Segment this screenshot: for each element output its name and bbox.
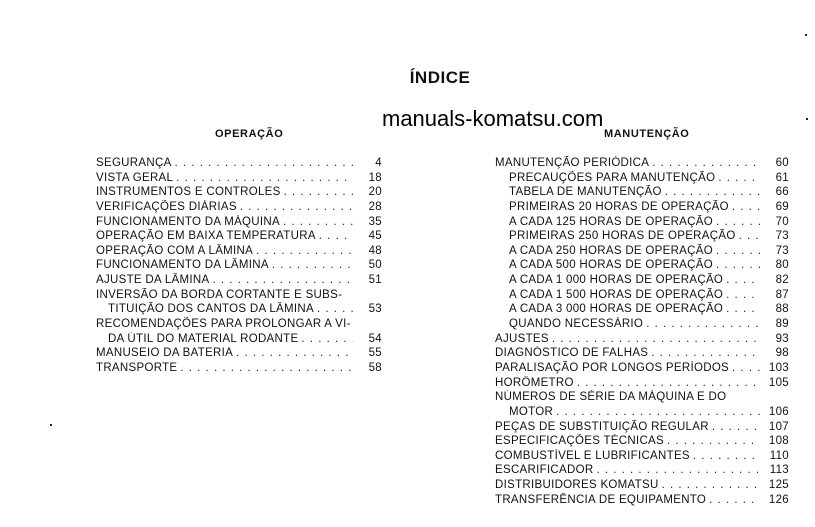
watermark-text: manuals-komatsu.com: [382, 106, 604, 131]
toc-entry-label: TRANSPORTE: [96, 361, 178, 374]
toc-entry[interactable]: [96, 171, 382, 186]
toc-entry[interactable]: [96, 332, 382, 347]
toc-entry-label: TABELA DE MANUTENÇÃO: [509, 186, 662, 199]
toc-entry-label: MANUSEIO DA BATERIA: [96, 347, 234, 360]
leader-dots: [577, 376, 760, 391]
leader-dots: [283, 215, 353, 230]
toc-entry[interactable]: [495, 478, 789, 493]
toc-entry-label: VERIFICAÇÕES DIÁRIAS: [96, 200, 237, 213]
leader-dots: [284, 185, 353, 200]
toc-entry-page: 89: [775, 318, 789, 331]
leader-dots: [552, 332, 760, 347]
toc-entry-page: 108: [768, 435, 789, 448]
toc-entry-page: 55: [368, 347, 382, 360]
toc-entry[interactable]: [495, 346, 789, 361]
toc-entry-page: 28: [368, 200, 382, 213]
leader-dots: [175, 156, 353, 171]
toc-entry-label: A CADA 1 500 HORAS DE OPERAÇÃO: [509, 288, 724, 301]
leader-dots: [272, 258, 353, 273]
toc-entry-label: A CADA 500 HORAS DE OPERAÇÃO: [509, 259, 713, 272]
leader-dots: [739, 229, 760, 244]
toc-entry-page: 80: [775, 259, 789, 272]
toc-entry-page: 93: [775, 332, 789, 345]
leader-dots: [556, 405, 760, 420]
toc-entry-label: HORÔMETRO: [495, 376, 574, 389]
toc-entry-page: 4: [375, 157, 382, 169]
toc-entry-label: OPERAÇÃO EM BAIXA TEMPERATURA: [96, 230, 316, 243]
toc-entry-label: OPERAÇÃO COM A LÂMINA: [96, 244, 254, 257]
toc-entry[interactable]: [495, 434, 789, 449]
leader-dots: [716, 244, 760, 259]
page-title: ÍNDICE: [409, 68, 471, 87]
leader-dots: [732, 200, 760, 215]
toc-entry-label: VISTA GERAL: [96, 171, 174, 184]
toc-entry[interactable]: [96, 200, 382, 215]
toc-entry-label: ESCARIFICADOR: [495, 464, 594, 477]
toc-entry-label: QUANDO NECESSÁRIO: [509, 318, 644, 331]
toc-entry[interactable]: [495, 493, 789, 508]
toc-entry-page: 53: [368, 303, 382, 316]
toc-entry-page: 73: [775, 230, 789, 243]
toc-entry[interactable]: [96, 215, 382, 230]
toc-entry-page: 106: [768, 405, 789, 418]
toc-entry-label: SEGURANÇA: [96, 157, 172, 169]
toc-entry-label: A CADA 1 000 HORAS DE OPERAÇÃO: [509, 274, 724, 287]
toc-entry[interactable]: [495, 405, 789, 420]
toc-entry[interactable]: [495, 273, 789, 288]
leader-dots: [212, 273, 353, 288]
operation-section-heading: OPERAÇÃO: [215, 128, 284, 140]
toc-entry[interactable]: [495, 258, 789, 273]
toc-entry[interactable]: [495, 376, 789, 391]
toc-entry-label: INSTRUMENTOS E CONTROLES: [96, 186, 281, 199]
leader-dots: [240, 200, 353, 215]
toc-entry[interactable]: [96, 244, 382, 259]
toc-entry-page: 20: [368, 186, 382, 199]
toc-entry[interactable]: [495, 288, 789, 303]
toc-entry[interactable]: [495, 215, 789, 230]
leader-dots: [718, 171, 760, 186]
toc-entry-label: A CADA 125 HORAS DE OPERAÇÃO: [509, 215, 713, 228]
toc-entry-label: PRIMEIRAS 20 HORAS DE OPERAÇÃO: [509, 200, 729, 213]
toc-entry[interactable]: [96, 229, 382, 244]
toc-entry[interactable]: [495, 244, 789, 259]
toc-entry-page: 125: [768, 479, 789, 492]
toc-entry-page: 18: [368, 171, 382, 184]
toc-entry-label: DISTRIBUIDORES KOMATSU: [495, 479, 659, 492]
toc-entry-label: PARALISAÇÃO POR LONGOS PERÍODOS: [495, 361, 730, 374]
toc-entry-label: COMBUSTÍVEL E LUBRIFICANTES: [495, 449, 690, 462]
toc-entry-page: 110: [769, 449, 789, 462]
toc-entry[interactable]: [495, 302, 789, 317]
leader-dots: [646, 317, 760, 332]
leader-dots: [726, 273, 760, 288]
toc-entry[interactable]: [495, 171, 789, 186]
toc-entry-label: NÚMEROS DE SÉRIE DA MÁQUINA E DO: [495, 391, 727, 404]
toc-entry-label: A CADA 250 HORAS DE OPERAÇÃO: [509, 244, 713, 257]
toc-entry-page: 98: [775, 347, 789, 360]
toc-entry-page: 45: [368, 230, 382, 243]
scan-speck: [805, 34, 807, 36]
toc-entry[interactable]: [495, 449, 789, 464]
leader-dots: [236, 346, 353, 361]
leader-dots: [596, 463, 760, 478]
toc-entry[interactable]: [495, 420, 789, 435]
leader-dots: [716, 215, 760, 230]
toc-entry-label: ESPECIFICAÇÕES TÉCNICAS: [495, 435, 665, 448]
toc-entry[interactable]: [96, 258, 382, 273]
toc-entry-label: PRIMEIRAS 250 HORAS DE OPERAÇÃO: [509, 230, 736, 243]
toc-entry-page: 35: [368, 215, 382, 228]
toc-entry-label: AJUSTES: [495, 332, 549, 345]
leader-dots: [651, 346, 760, 361]
scan-speck: [50, 424, 52, 426]
leader-dots: [180, 361, 353, 376]
toc-entry-page: 88: [775, 303, 789, 316]
scan-speck: [806, 118, 808, 120]
leader-dots: [652, 156, 760, 171]
leader-dots: [709, 493, 760, 508]
toc-entry-page: 107: [768, 420, 789, 433]
toc-entry[interactable]: [495, 317, 789, 332]
toc-entry-page: 54: [368, 332, 382, 345]
toc-entry-label: TITUIÇÃO DOS CANTOS DA LÂMINA: [108, 303, 314, 316]
toc-entry-page: 73: [775, 244, 789, 257]
leader-dots: [667, 434, 760, 449]
toc-entry[interactable]: [495, 332, 789, 347]
toc-entry[interactable]: [96, 361, 382, 376]
toc-entry[interactable]: [96, 185, 382, 200]
toc-entry[interactable]: [96, 156, 382, 171]
toc-entry-page: 103: [768, 361, 789, 374]
toc-entry[interactable]: [96, 273, 382, 288]
leader-dots: [665, 185, 760, 200]
toc-entry-label: FUNCIONAMENTO DA LÂMINA: [96, 259, 269, 272]
maintenance-toc-list: [495, 156, 789, 507]
leader-dots: [726, 288, 760, 303]
leader-dots: [693, 449, 760, 464]
leader-dots: [317, 302, 353, 317]
toc-entry-label: MANUTENÇÃO PERIÓDICA: [495, 157, 650, 169]
leader-dots: [319, 229, 353, 244]
toc-entry-page: 69: [775, 200, 789, 213]
leader-dots: [176, 171, 353, 186]
toc-entry-label: TRANSFERÊNCIA DE EQUIPAMENTO: [495, 493, 707, 506]
toc-entry-label: A CADA 3 000 HORAS DE OPERAÇÃO: [509, 303, 724, 316]
toc-entry-page: 82: [775, 274, 789, 287]
toc-entry[interactable]: [96, 346, 382, 361]
operation-toc-list: [96, 156, 382, 376]
toc-entry[interactable]: [495, 229, 789, 244]
leader-dots: [716, 258, 760, 273]
leader-dots: [662, 478, 760, 493]
leader-dots: [256, 244, 353, 259]
toc-entry-page: 50: [368, 259, 382, 272]
toc-entry-page: 51: [368, 274, 382, 287]
toc-entry-page: 61: [775, 171, 789, 184]
toc-entry-page: 48: [368, 244, 382, 257]
toc-entry-label: FUNCIONAMENTO DA MÁQUINA: [96, 215, 280, 228]
leader-dots: [732, 361, 760, 376]
toc-entry-label: MOTOR: [509, 405, 554, 418]
toc-entry[interactable]: [495, 156, 789, 171]
toc-entry-page: 113: [769, 464, 789, 477]
toc-entry-page: 66: [775, 186, 789, 199]
toc-entry-label: PEÇAS DE SUBSTITUIÇÃO REGULAR: [495, 420, 709, 433]
toc-entry[interactable]: [495, 361, 789, 376]
toc-entry[interactable]: [96, 288, 382, 303]
toc-entry-page: 58: [368, 361, 382, 374]
toc-entry-page: 70: [775, 215, 789, 228]
leader-dots: [726, 302, 760, 317]
toc-entry-label: DIAGNÓSTICO DE FALHAS: [495, 347, 649, 360]
toc-entry[interactable]: [495, 463, 789, 478]
toc-entry-page: 60: [775, 157, 789, 169]
toc-entry-label: RECOMENDAÇÕES PARA PROLONGAR A VI-: [96, 318, 351, 331]
leader-dots: [301, 332, 353, 347]
toc-entry[interactable]: [495, 185, 789, 200]
toc-entry-label: AJUSTE DA LÂMINA: [96, 274, 210, 287]
toc-entry-page: 126: [768, 493, 789, 506]
toc-entry-label: DA ÚTIL DO MATERIAL RODANTE: [108, 332, 299, 345]
maintenance-section-heading: MANUTENÇÃO: [604, 128, 690, 140]
toc-entry-page: 105: [768, 376, 789, 389]
toc-entry-page: 87: [775, 288, 789, 301]
toc-entry[interactable]: [495, 200, 789, 215]
toc-entry[interactable]: [96, 302, 382, 317]
toc-entry-label: INVERSÃO DA BORDA CORTANTE E SUBS-: [96, 288, 343, 301]
toc-entry[interactable]: [495, 390, 789, 405]
toc-entry[interactable]: [96, 317, 382, 332]
toc-entry-label: PRECAUÇÕES PARA MANUTENÇÃO: [509, 171, 716, 184]
leader-dots: [712, 420, 760, 435]
